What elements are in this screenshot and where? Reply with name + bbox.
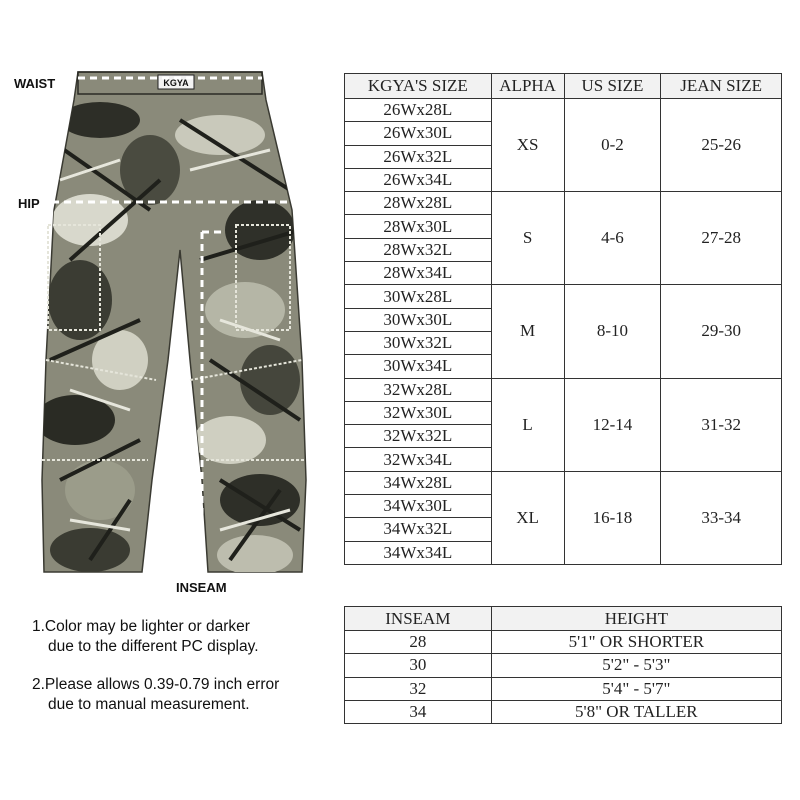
us-size-cell: 8-10 bbox=[564, 285, 661, 378]
note-measurement-error bbox=[32, 675, 279, 715]
inseam-cell: 32 bbox=[345, 677, 492, 700]
kgya-size-cell: 26Wx28L bbox=[345, 99, 492, 122]
header-jean-size: JEAN SIZE bbox=[661, 74, 782, 99]
kgya-size-cell: 30Wx32L bbox=[345, 331, 492, 354]
kgya-size-cell: 34Wx34L bbox=[345, 541, 492, 564]
kgya-size-cell: 32Wx28L bbox=[345, 378, 492, 401]
pants-image bbox=[30, 60, 330, 580]
kgya-size-cell: 30Wx34L bbox=[345, 355, 492, 378]
kgya-size-cell: 34Wx32L bbox=[345, 518, 492, 541]
table-row bbox=[345, 654, 782, 677]
kgya-size-cell: 28Wx28L bbox=[345, 192, 492, 215]
kgya-size-cell: 28Wx30L bbox=[345, 215, 492, 238]
note-error-line1: 2.Please allows 0.39-0.79 inch error bbox=[32, 676, 280, 693]
kgya-size-cell: 28Wx34L bbox=[345, 262, 492, 285]
jean-size-cell: 27-28 bbox=[661, 192, 782, 285]
alpha-cell: L bbox=[491, 378, 564, 471]
table-row bbox=[345, 631, 782, 654]
us-size-cell: 4-6 bbox=[564, 192, 661, 285]
header-height: HEIGHT bbox=[491, 607, 781, 631]
kgya-size-cell: 32Wx30L bbox=[345, 401, 492, 424]
jean-size-cell: 29-30 bbox=[661, 285, 782, 378]
inseam-height-table bbox=[344, 606, 782, 724]
us-size-cell: 12-14 bbox=[564, 378, 661, 471]
table-row bbox=[345, 378, 782, 401]
note-error-line2: due to manual measurement. bbox=[48, 696, 250, 713]
us-size-cell: 0-2 bbox=[564, 99, 661, 192]
size-table-header-row bbox=[345, 74, 782, 99]
kgya-size-cell: 32Wx32L bbox=[345, 425, 492, 448]
note-color bbox=[32, 617, 259, 657]
header-us-size: US SIZE bbox=[564, 74, 661, 99]
header-inseam: INSEAM bbox=[345, 607, 492, 631]
table-row bbox=[345, 471, 782, 494]
kgya-size-cell: 30Wx28L bbox=[345, 285, 492, 308]
inseam-cell: 30 bbox=[345, 654, 492, 677]
note-color-line2: due to the different PC display. bbox=[48, 638, 259, 655]
kgya-size-cell: 26Wx30L bbox=[345, 122, 492, 145]
inseam-cell: 28 bbox=[345, 631, 492, 654]
waist-label: WAIST bbox=[14, 76, 56, 91]
jean-size-cell: 31-32 bbox=[661, 378, 782, 471]
kgya-size-cell: 34Wx28L bbox=[345, 471, 492, 494]
us-size-cell: 16-18 bbox=[564, 471, 661, 564]
kgya-size-cell: 34Wx30L bbox=[345, 495, 492, 518]
height-cell: 5'8" OR TALLER bbox=[491, 700, 781, 723]
alpha-cell: XL bbox=[491, 471, 564, 564]
height-cell: 5'1" OR SHORTER bbox=[491, 631, 781, 654]
jean-size-cell: 25-26 bbox=[661, 99, 782, 192]
hip-label: HIP bbox=[18, 196, 40, 211]
table-row bbox=[345, 285, 782, 308]
table-row bbox=[345, 99, 782, 122]
kgya-size-cell: 26Wx34L bbox=[345, 168, 492, 191]
height-cell: 5'2" - 5'3" bbox=[491, 654, 781, 677]
table-row bbox=[345, 192, 782, 215]
height-table-header-row bbox=[345, 607, 782, 631]
header-kgya-size: KGYA'S SIZE bbox=[345, 74, 492, 99]
kgya-size-cell: 28Wx32L bbox=[345, 238, 492, 261]
inseam-label: INSEAM bbox=[176, 580, 227, 595]
table-row bbox=[345, 677, 782, 700]
size-chart-table bbox=[344, 73, 782, 565]
alpha-cell: S bbox=[491, 192, 564, 285]
inseam-cell: 34 bbox=[345, 700, 492, 723]
kgya-size-cell: 26Wx32L bbox=[345, 145, 492, 168]
header-alpha: ALPHA bbox=[491, 74, 564, 99]
kgya-size-cell: 32Wx34L bbox=[345, 448, 492, 471]
table-row bbox=[345, 700, 782, 723]
alpha-cell: XS bbox=[491, 99, 564, 192]
note-color-line1: 1.Color may be lighter or darker bbox=[32, 618, 250, 635]
kgya-size-cell: 30Wx30L bbox=[345, 308, 492, 331]
brand-tag: KGYA bbox=[163, 78, 189, 88]
alpha-cell: M bbox=[491, 285, 564, 378]
height-cell: 5'4" - 5'7" bbox=[491, 677, 781, 700]
jean-size-cell: 33-34 bbox=[661, 471, 782, 564]
